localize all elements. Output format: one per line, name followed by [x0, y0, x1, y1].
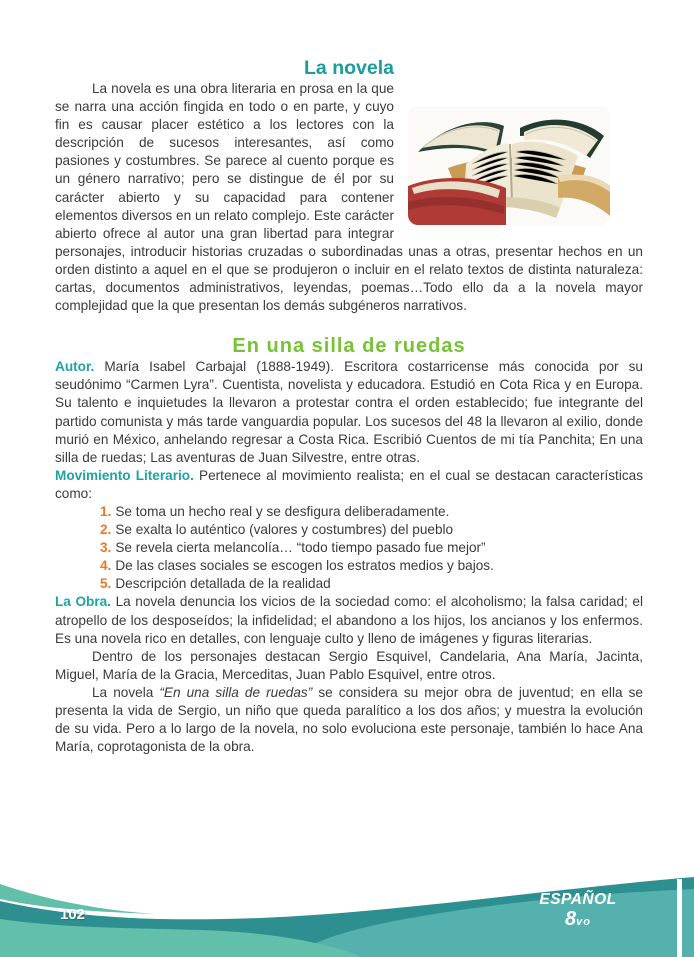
work-text-2: Dentro de los personajes destacan Sergio Esquivel, Candelaria, Ana María, Jacinta, Miguel, María de la Gracia, Merceditas, Juan Pablo Esquivel, entre otros.	[55, 648, 643, 682]
brand-logo	[538, 892, 618, 929]
list-number: 1.	[100, 503, 112, 519]
page-title: La novela	[304, 57, 394, 79]
work-text-1: La novela denuncia los vicios de la sociedad como: el alcoholismo; la falsa caridad; el atropello de los desposeídos; la infidelidad; el abandono a los hijos, los ancianos y los enfermos. Es una novela rico en detalles, con lenguaje culto y lleno de imágenes y figuras literarias.	[55, 594, 644, 646]
page-content	[0, 57, 694, 756]
list-number: 3.	[100, 540, 112, 556]
brand-subject: ESPAÑOL	[539, 891, 617, 908]
author-label: Autor.	[55, 359, 95, 375]
page-number: 102	[60, 906, 86, 923]
list-text: Descripción detallada de la realidad	[115, 576, 331, 592]
realism-characteristics-list	[100, 503, 643, 593]
section-title: En una silla de ruedas	[232, 335, 466, 358]
work-text-3-post: se considera su mejor obra de juventud; en ella se presenta la vida de Sergio, un niño que queda paralítico a los dos años; y muestra la evolución de su vida. Pero a lo largo de la novela, no solo evoluciona este personaje, también lo hace Ana María, coprotagonista de la obra.	[55, 684, 643, 755]
literary-movement-text: Pertenece al movimiento realista; en el cual se destacan características como:	[55, 467, 643, 501]
books-photo	[408, 106, 610, 225]
work-label: La Obra.	[55, 594, 111, 610]
list-number: 4.	[100, 558, 112, 574]
author-text: María Isabel Carbajal (1888-1949). Escritora costarricense más conocida por su seudónimo “Carmen Lyra”. Cuentista, novelista y educadora. Estudió en Cota Rica y en Europa. Su talento e inquietudes la llevaron a protestar contra el orden establecido; fue integrante del partido comunista y más tarde vanguardia popular. Los sucesos del 48 la llevaron al exilio, donde murió en México, anhelando regresar a Costa Rica. Escribió Cuentos de mi tía Panchita; En una silla de ruedas; Las aventuras de Juan Silvestre, entre otras.	[55, 359, 643, 465]
list-item	[100, 557, 643, 575]
novel-title-italic: “En una silla de ruedas”	[159, 684, 313, 700]
textbook-page	[0, 57, 694, 957]
work-paragraph-1	[55, 593, 643, 647]
list-item	[100, 539, 643, 557]
work-paragraph-2	[55, 648, 643, 684]
list-number: 5.	[100, 576, 112, 592]
list-number: 2.	[100, 522, 112, 538]
intro-text: La novela es una obra literaria en prosa en la que se narra una acción fingida en todo o en parte, y cuyo fin es causar placer estético a los lectores con la descripción de sucesos interesantes, así como pasiones y costumbres. Se parece al cuento porque es un género narrativo; pero se distingue de él por su carácter abierto y su capacidad para contener elementos diversos en un relato complejo. Este carácter abierto ofrece al autor una gran libertad para integrar personajes, introducir historias cruzadas o subordinadas unas a otras, presentar hechos en un orden distinto a aquel en el que se produjeron o incluir en el relato textos de distinta naturaleza: cartas, documentos administrativos, leyendas, poemas…Todo ello da a la novela mayor complejidad que la que presentan los demás subgéneros narrativos.	[55, 81, 643, 314]
list-item	[100, 503, 643, 521]
footer-wave-band	[0, 867, 694, 957]
intro-paragraph	[55, 80, 643, 315]
work-text-3-pre: La novela	[92, 684, 160, 700]
list-item	[100, 575, 643, 593]
literary-movement-paragraph	[55, 467, 643, 503]
work-paragraph-3	[55, 684, 643, 756]
list-text: De las clases sociales se escogen los estratos medios y bajos.	[115, 558, 494, 574]
footer-white-stripe	[677, 879, 682, 957]
brand-grade: 8vo	[565, 907, 591, 930]
author-paragraph	[55, 358, 643, 467]
list-item	[100, 521, 643, 539]
list-text: Se toma un hecho real y se desfigura deliberadamente.	[115, 503, 450, 519]
list-text: Se exalta lo auténtico (valores y costumbres) del pueblo	[115, 522, 454, 538]
list-text: Se revela cierta melancolía… “todo tiempo pasado fue mejor”	[115, 540, 486, 556]
literary-movement-label: Movimiento Literario.	[55, 467, 194, 483]
books-photo-illustration	[408, 106, 610, 225]
